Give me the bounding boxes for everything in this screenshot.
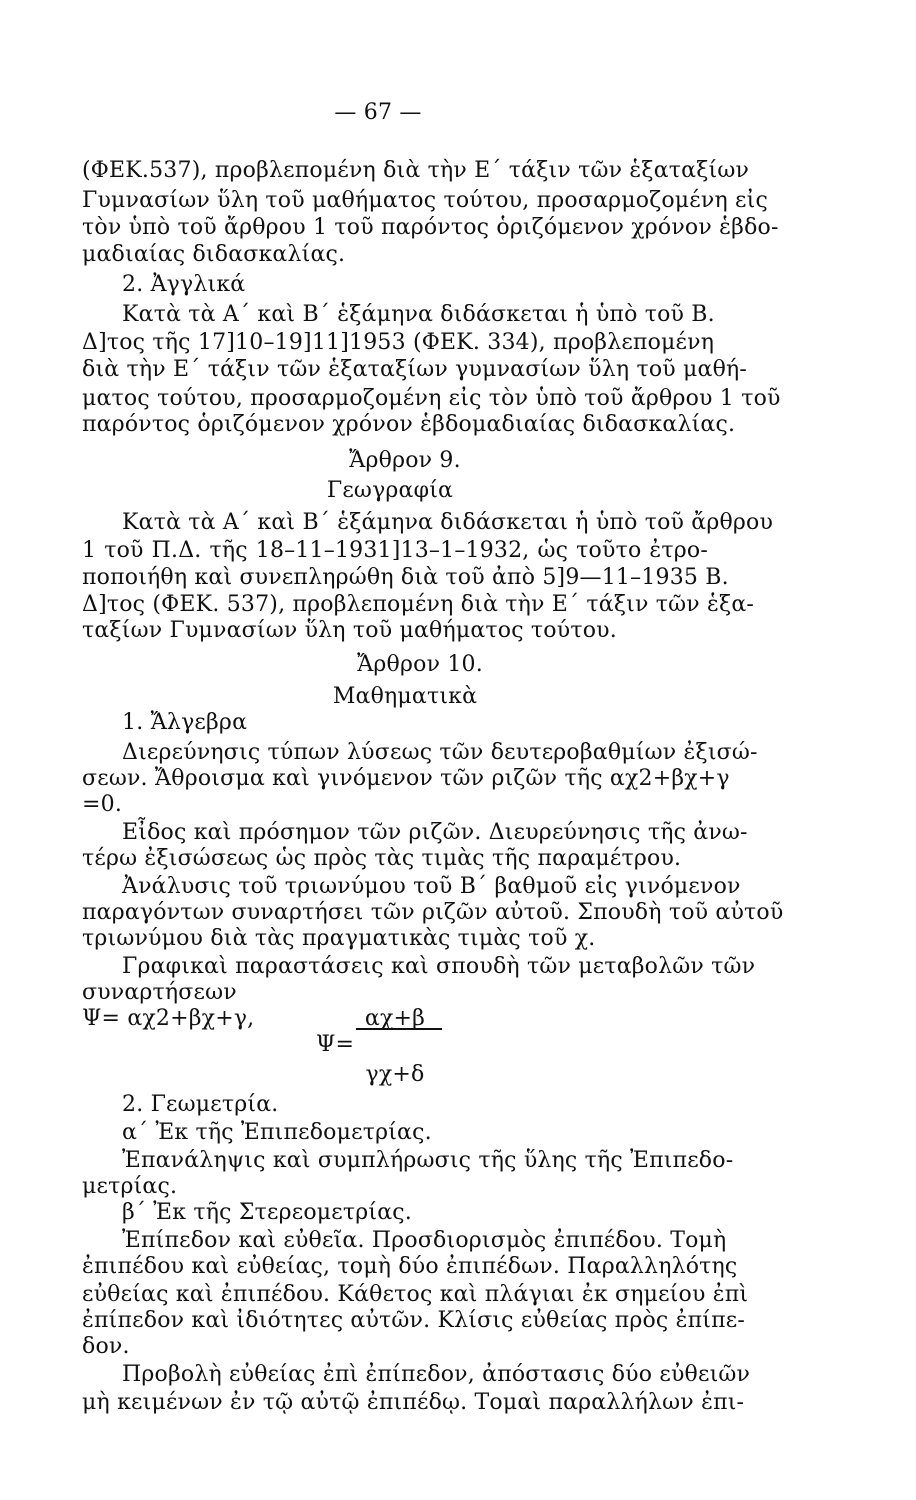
subject-heading: Μαθηματικὰ: [332, 684, 478, 709]
text-line: παρόντος ὁριζόμενον χρόνον ἑβδομαδιαίας διδασκαλίας.: [82, 412, 736, 437]
text-line: μὴ κειμένων ἐν τῷ αὐτῷ ἐπιπέδῳ. Τομαὶ παραλλήλων ἐπι-: [82, 1390, 745, 1415]
text-line: ματος τούτου, προσαρμοζομένη εἰς τὸν ὑπὸ τοῦ ἄρθρου 1 τοῦ: [82, 386, 781, 411]
text-line: συναρτήσεων: [82, 980, 237, 1005]
text-line: Δ]τος (ΦΕΚ. 537), προβλεπομένη διὰ τὴν Ε΄ τάξιν τῶν ἑξα-: [82, 592, 755, 617]
text-line: Διερεύνησις τύπων λύσεως τῶν δευτεροβαθμίων ἐξισώ-: [122, 740, 758, 765]
text-line: Γυμνασίων ὕλη τοῦ μαθήματος τούτου, προσαρμοζομένη εἰς: [82, 188, 768, 213]
text-line: (ΦΕΚ.537), προβλεπομένη διὰ τὴν Ε΄ τάξιν τῶν ἑξαταξίων: [82, 158, 750, 183]
text-line: διὰ τὴν Ε΄ τάξιν τῶν ἑξαταξίων γυμνασίων ὕλη τοῦ μαθή-: [82, 357, 748, 382]
text-line: Ἐπίπεδον καὶ εὐθεῖα. Προσδιορισμὸς ἐπιπέδου. Τομὴ: [122, 1228, 727, 1253]
text-line: σεων. Ἄθροισμα καὶ γινόμενον τῶν ριζῶν τῆς αχ2+βχ+γ: [82, 766, 730, 791]
text-line: Εἶδος καὶ πρόσημον τῶν ριζῶν. Διευρεύνησις τῆς ἀνω-: [122, 820, 748, 845]
text-line: ἐπιπέδου καὶ εὐθείας, τομὴ δύο ἐπιπέδων. Παραλληλότης: [82, 1254, 738, 1279]
text-line: Γραφικαὶ παραστάσεις καὶ σπουδὴ τῶν μεταβολῶν τῶν: [122, 954, 756, 979]
text-line: εὐθείας καὶ ἐπιπέδου. Κάθετος καὶ πλάγιαι ἐκ σημείου ἐπὶ: [82, 1282, 749, 1307]
text-line: Κατὰ τὰ Α΄ καὶ Β΄ ἑξάμηνα διδάσκεται ἡ ὑπὸ τοῦ Β.: [122, 302, 715, 327]
text-line: μετρίας.: [82, 1174, 178, 1199]
text-line: 1 τοῦ Π.Δ. τῆς 18–11–1931]13–1–1932, ὡς τοῦτο ἐτρο-: [82, 538, 708, 563]
text-line: ποποιήθη καὶ συνεπληρώθη διὰ τοῦ ἀπὸ 5]9—11–1935 Β.: [82, 565, 729, 590]
text-line: τὸν ὑπὸ τοῦ ἄρθρου 1 τοῦ παρόντος ὁριζόμενον χρόνον ἑβδο-: [82, 215, 779, 240]
text-line: ἐπίπεδον καὶ ἰδιότητες αὐτῶν. Κλίσις εὐθείας πρὸς ἐπίπε-: [82, 1308, 746, 1333]
formula-numerator: αχ+β: [364, 1006, 426, 1031]
text-line: Ἐπανάληψις καὶ συμπλήρωσις τῆς ὕλης τῆς Ἐπιπεδο-: [122, 1148, 734, 1173]
text-line: τριωνύμου διὰ τὰς πραγματικὰς τιμὰς τοῦ χ.: [82, 926, 596, 951]
text-line: ταξίων Γυμνασίων ὕλη τοῦ μαθήματος τούτου.: [82, 618, 617, 643]
text-line: παραγόντων συναρτήσει τῶν ριζῶν αὐτοῦ. Σπουδὴ τοῦ αὐτοῦ: [82, 900, 784, 925]
text-line: Ἀνάλυσις τοῦ τριωνύμου τοῦ Β΄ βαθμοῦ εἰς γινόμενον: [122, 874, 741, 899]
text-line: μαδιαίας διδασκαλίας.: [82, 242, 346, 267]
formula-denominator: γχ+δ: [365, 1062, 425, 1087]
article-heading: Ἄρθρον 9.: [349, 448, 461, 473]
section-heading: 2. Γεωμετρία.: [122, 1092, 279, 1117]
subject-heading: Γεωγραφία: [326, 478, 454, 503]
text-line: Δ]τος τῆς 17]10–19]11]1953 (ΦΕΚ. 334), προβλεπομένη: [82, 330, 715, 355]
subsection-heading: β΄ Ἐκ τῆς Στερεομετρίας.: [122, 1200, 412, 1225]
section-heading: 2. Ἀγγλικά: [122, 272, 246, 297]
formula-lhs: Ψ=: [316, 1032, 355, 1057]
fraction-bar: [356, 1028, 442, 1030]
subsection-heading: α΄ Ἐκ τῆς Ἐπιπεδομετρίας.: [122, 1120, 432, 1145]
text-line: Κατὰ τὰ Α΄ καὶ Β΄ ἑξάμηνα διδάσκεται ἡ ὑπὸ τοῦ ἄρθρου: [122, 510, 774, 535]
article-heading: Ἄρθρον 10.: [357, 652, 483, 677]
text-line: τέρω ἐξισώσεως ὡς πρὸς τὰς τιμὰς τῆς παραμέτρου.: [82, 846, 682, 871]
text-line: Προβολὴ εὐθείας ἐπὶ ἐπίπεδον, ἀπόστασις δύο εὐθειῶν: [122, 1362, 751, 1387]
text-line: δον.: [82, 1334, 130, 1359]
page-number: — 67 —: [334, 100, 422, 125]
text-line: =0.: [82, 792, 123, 817]
section-heading: 1. Ἄλγεβρα: [122, 710, 248, 735]
formula-quadratic: Ψ= αχ2+βχ+γ,: [82, 1006, 255, 1031]
